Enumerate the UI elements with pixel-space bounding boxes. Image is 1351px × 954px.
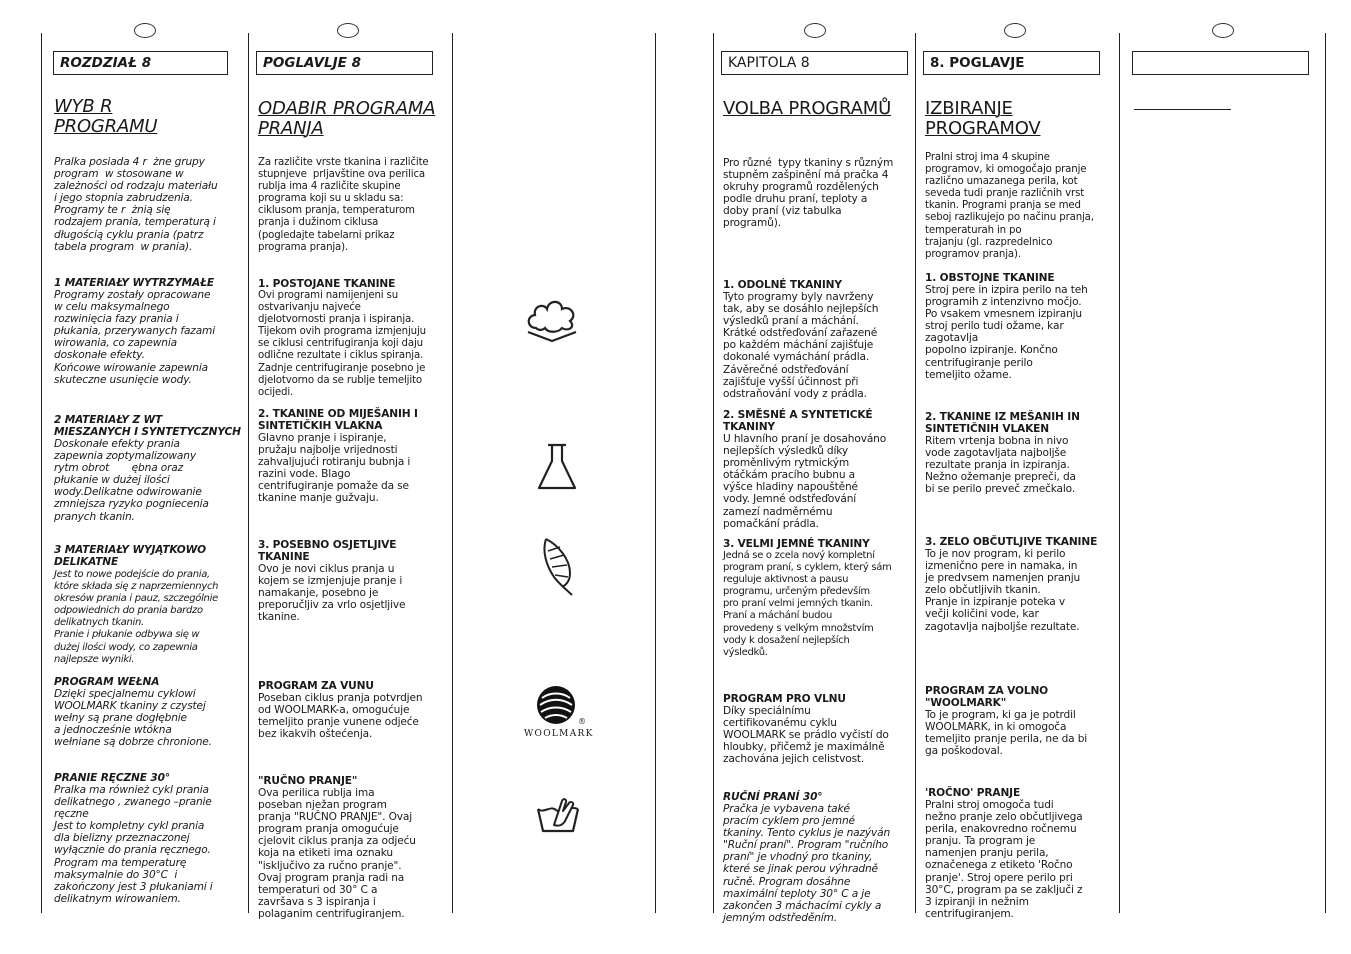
heading-sl-hand: 'ROČNO' PRANJE bbox=[925, 787, 1021, 799]
body-cz-2: U hlavního praní je dosahováno nejlepších výsledků díky proměnlivým rytmickým otáčkám pracího bubnu a výšce hladiny napouštěné vody. Jemné odstřeďování zamezí nadměrnému pomačkání prádla. bbox=[723, 433, 887, 530]
column-divider bbox=[713, 33, 714, 913]
body-sl-hand: Pralni stroj omogoča tudi nežno pranje zelo občutljivega perila, enakovredno ročnemu pranju. Ta program je namenjen pranju perila, označenega z etiketo 'Ročno pranje'. Stroj opere perilo pri 30°C, program pa se zaključi z 3 izpiranji in nežnim centrifugiranjem. bbox=[925, 799, 1083, 920]
woolmark-label: WOOLMARK bbox=[524, 729, 594, 739]
language-marker-circle bbox=[804, 23, 826, 38]
section-title-sl bbox=[925, 99, 1040, 139]
title-line: IZBIRANJE bbox=[925, 98, 1013, 119]
heading-hr-wool: PROGRAM ZA VUNU bbox=[258, 680, 374, 692]
language-marker-circle bbox=[1212, 23, 1234, 38]
synthetic-flask-icon bbox=[536, 443, 578, 491]
heading-cz-1: 1. ODOLNÉ TKANINY bbox=[723, 279, 842, 291]
heading-sl-wool: PROGRAM ZA VOLNO "WOOLMARK" bbox=[925, 685, 1049, 710]
heading-cz-hand: RUČNÍ PRANÍ 30° bbox=[723, 791, 823, 803]
heading-hr-3: 3. POSEBNO OSJETLJIVE TKANINE bbox=[258, 539, 397, 564]
heading-hr-hand: "RUČNO PRANJE" bbox=[258, 775, 358, 787]
intro-text-cz: Pro různé typy tkaniny s různým stupněm zašpinění má pračka 4 okruhy programů rozdělených podle druhu praní, teploty a doby praní (viz tabulka programů). bbox=[723, 157, 894, 230]
delicate-feather-icon bbox=[540, 537, 578, 597]
column-divider bbox=[1119, 33, 1120, 913]
intro-text-sl: Pralni stroj ima 4 skupine programov, ki omogočajo pranje različno umazanega perila, kot seveda tudi pranje različnih vrst tkanin. Programi pranja se med seboj razlikujejo po načinu pranja, temperaturah in po trajanju (gl. razpredelnico programov pranja). bbox=[925, 152, 1094, 260]
heading-pl-wool: PROGRAM WEŁNA bbox=[54, 676, 160, 688]
body-sl-2: Ritem vrtenja bobna in nivo vode zagotavljata najboljše rezultate pranja in izpiranja. Nežno ožemanje prepreči, da bi se perilo preveč zmečkalo. bbox=[925, 435, 1076, 496]
column-divider bbox=[655, 33, 656, 913]
heading-cz-3: 3. VELMI JEMNÉ TKANINY bbox=[723, 538, 870, 550]
language-marker-circle bbox=[134, 23, 156, 38]
chapter-header-cz: KAPITOLA 8 bbox=[721, 51, 908, 75]
body-cz-wool: Díky speciálnímu certifikovanému cyklu WOOLMARK se prádlo vyčistí do hloubky, přičemž je maximálně zachována jejich celistvost. bbox=[723, 705, 889, 766]
heading-pl-1: 1 MATERIAŁY WYTRZYMAŁE bbox=[54, 277, 215, 289]
body-cz-3: Jedná se o zcela nový kompletní program praní, s cyklem, který sám reguluje aktivnost a pausu programu, určeným především pro praní velmi jemných tkanin. Praní a máchání budou provedeny s velkým množstvím vody k dosažení nejlepších výsledků. bbox=[723, 550, 892, 658]
heading-cz-wool: PROGRAM PRO VLNU bbox=[723, 693, 846, 705]
body-pl-3: Jest to nowe podejście do prania, które składa się z naprzemiennych okresów prania i pauz, szczególnie odpowiednich do prania bardzo delikatnych tkanin. Pranie i płukanie odbywa się w dużej ilości wody, co zapewnia najlepsze wyniki. bbox=[54, 569, 219, 665]
body-cz-hand: Pračka je vybavena také pracím cyklem pro jemné tkaniny. Tento cyklus je nazýván "Ruční praní". Program "ručního praní" je vhodný pro tkaniny, které se jinak perou výhradně ručně. Program dosáhne maximální teploty 30° C a je zakončen 3 máchacími cykly a jemným odstředěním. bbox=[723, 803, 891, 924]
body-sl-wool: To je program, ki ga je potrdil WOOLMARK, in ki omogoča temeljito pranje perila, ne da bi ga poškodoval. bbox=[925, 709, 1088, 758]
section-title-pl bbox=[54, 97, 157, 137]
heading-pl-hand: PRANIE RĘCZNE 30° bbox=[54, 772, 170, 784]
cotton-fabric-icon bbox=[524, 294, 580, 342]
chapter-header-sl: 8. POGLAVJE bbox=[923, 51, 1100, 75]
language-marker-circle bbox=[1004, 23, 1026, 38]
intro-text-hr: Za različite vrste tkanina i različite stupnjeve prljavštine ova perilica rublja ima 4 različite skupine programa koji su u skladu sa: ciklusom pranja, temperaturom pranja i dužinom ciklusa (pogledajte tabelarni prikaz programa pranja). bbox=[258, 157, 429, 253]
column-divider bbox=[915, 33, 916, 913]
heading-sl-1: 1. OBSTOJNE TKANINE bbox=[925, 272, 1055, 284]
intro-text-pl: Pralka posiada 4 r żne grupy program w stosowane w zależności od rodzaju materiału i jego stopnia zabrudzenia. Programy te r żnią się rodzajem prania, temperaturą i długością cyklu prania (patrz tabela program w prania). bbox=[54, 156, 218, 253]
body-pl-2: Doskonałe efekty prania zapewnia zoptymalizowany rytm obrot ębna oraz płukanie w dużej ilości wody.Delikatne odwirowanie zmniejsza ryzyko pogniecenia pranych tkanin. bbox=[54, 438, 209, 523]
body-hr-3: Ovo je novi ciklus pranja u kojem se izmjenjuje pranje i namakanje, posebno je preporučljiv za vrlo osjetljive tkanine. bbox=[258, 563, 406, 624]
language-marker-circle bbox=[337, 23, 359, 38]
body-hr-wool: Poseban ciklus pranja potvrdjen od WOOLMARK-a, omogućuje temeljito pranje vunene odjeće bez ikakvih oštećenja. bbox=[258, 692, 423, 741]
woolmark-registered-mark: ® bbox=[578, 717, 586, 726]
woolmark-logo-icon bbox=[534, 684, 578, 726]
column-divider bbox=[41, 33, 42, 913]
chapter-header-pl: ROZDZIAŁ 8 bbox=[53, 51, 228, 75]
chapter-header-hr: POGLAVLJE 8 bbox=[256, 51, 433, 75]
heading-hr-2: 2. TKANINE OD MIJEŠANIH I SINTETIČKIH VLAKNA bbox=[258, 408, 418, 433]
body-pl-hand: Pralka ma również cykl prania delikatnego , zwanego –pranie ręczne Jest to kompletny cykl prania dla bielizny przeznaczonej wyłącznie do prania ręcznego. Program ma temperaturę maksymalnie do 30°C i zakończony jest 3 płukaniami i delikatnym wirowaniem. bbox=[54, 784, 213, 905]
body-hr-2: Glavno pranje i ispiranje, pružaju najbolje vrijednosti zahvaljujući rotiranju bubnja i razini vode. Blago centrifugiranje pomaže da se tkanine manje gužvaju. bbox=[258, 432, 411, 505]
body-hr-1: Ovi programi namijenjeni su ostvarivanju najveće djelotvornosti pranja i ispiranja. Tijekom ovih programa izmjenjuju se ciklusi centrifugiranja koji daju odlične rezultate i ciklus spiranja. Zadnje centrifugiranje posebno je djelotvorno da se rublje temeljito ocijedi. bbox=[258, 290, 426, 398]
body-pl-1: Programy zostały opracowane w celu maksymalnego rozwinięcia fazy prania i płukania, przerywanych fazami wirowania, co zapewnia doskonałe efekty. Końcowe wirowanie zapewnia skuteczne usunięcie wody. bbox=[54, 289, 216, 386]
body-sl-1: Stroj pere in izpira perilo na teh programih z intenzivno močjo. Po vsakem vmesnem izpiranju stroj perilo tudi ožame, kar zagotavlja popolno izpiranje. Končno centrifugiranje perilo temeljito ožame. bbox=[925, 284, 1088, 381]
section-title-hr bbox=[258, 99, 435, 139]
chapter-header-empty bbox=[1132, 51, 1309, 75]
body-hr-hand: Ova perilica rublja ima poseban nježan program pranja "RUČNO PRANJE". Ovaj program pranja omogućuje cjelovit ciklus pranja za odjeću koja na etiketi ima oznaku "isključivo za ručno pranje". Ovaj program pranja radi na temperaturi od 30° C a završava s 3 ispiranja i polaganim centrifugiranjem. bbox=[258, 787, 416, 920]
heading-pl-3: 3 MATERIAŁY WYJĄTKOWO DELIKATNE bbox=[54, 544, 207, 569]
heading-pl-2: 2 MATERIAŁY Z WT MIESZANYCH I SYNTETYCZNYCH bbox=[54, 414, 241, 439]
column-divider bbox=[452, 33, 453, 913]
heading-sl-3: 3. ZELO OBČUTLJIVE TKANINE bbox=[925, 536, 1098, 548]
column-divider bbox=[1325, 33, 1326, 913]
title-line: PROGRAMOV bbox=[925, 118, 1041, 139]
title-line: ODABIR PROGRAMA bbox=[258, 98, 436, 119]
title-line: PRANJA bbox=[258, 118, 324, 139]
body-sl-3: To je nov program, ki perilo izmenično pere in namaka, in je predvsem namenjen pranju zelo občutljivih tkanin. Pranje in izpiranje poteka v večji količini vode, kar zagotavlja najboljše rezultate. bbox=[925, 548, 1081, 633]
heading-sl-2: 2. TKANINE IZ MEŠANIH IN SINTETIČNIH VLAKEN bbox=[925, 411, 1080, 436]
title-line: WYB R bbox=[54, 96, 113, 117]
hand-wash-icon bbox=[536, 797, 582, 837]
section-title-cz: VOLBA PROGRAMŮ bbox=[723, 98, 892, 119]
title-underline-placeholder bbox=[1134, 109, 1231, 110]
body-cz-1: Tyto programy byly navrženy tak, aby se dosáhlo nejlepších výsledků praní a máchání. Krátké odstřeďování zařazené po každém máchání zajišťuje dokonalé vymáchání prádla. Závěrečné odstřeďování zajišťuje vyšší účinnost při odstraňování vody z prádla. bbox=[723, 291, 879, 400]
column-divider bbox=[248, 33, 249, 913]
title-line: PROGRAMU bbox=[54, 116, 158, 137]
body-pl-wool: Dzięki specjalnemu cyklowi WOOLMARK tkaniny z czystej wełny są prane dogłębnie a jednocześnie wtókna wełniane są dobrze chronione. bbox=[54, 688, 212, 749]
heading-cz-2: 2. SMĚSNÉ A SYNTETICKÉ TKANINY bbox=[723, 409, 873, 434]
heading-hr-1: 1. POSTOJANE TKANINE bbox=[258, 278, 396, 290]
